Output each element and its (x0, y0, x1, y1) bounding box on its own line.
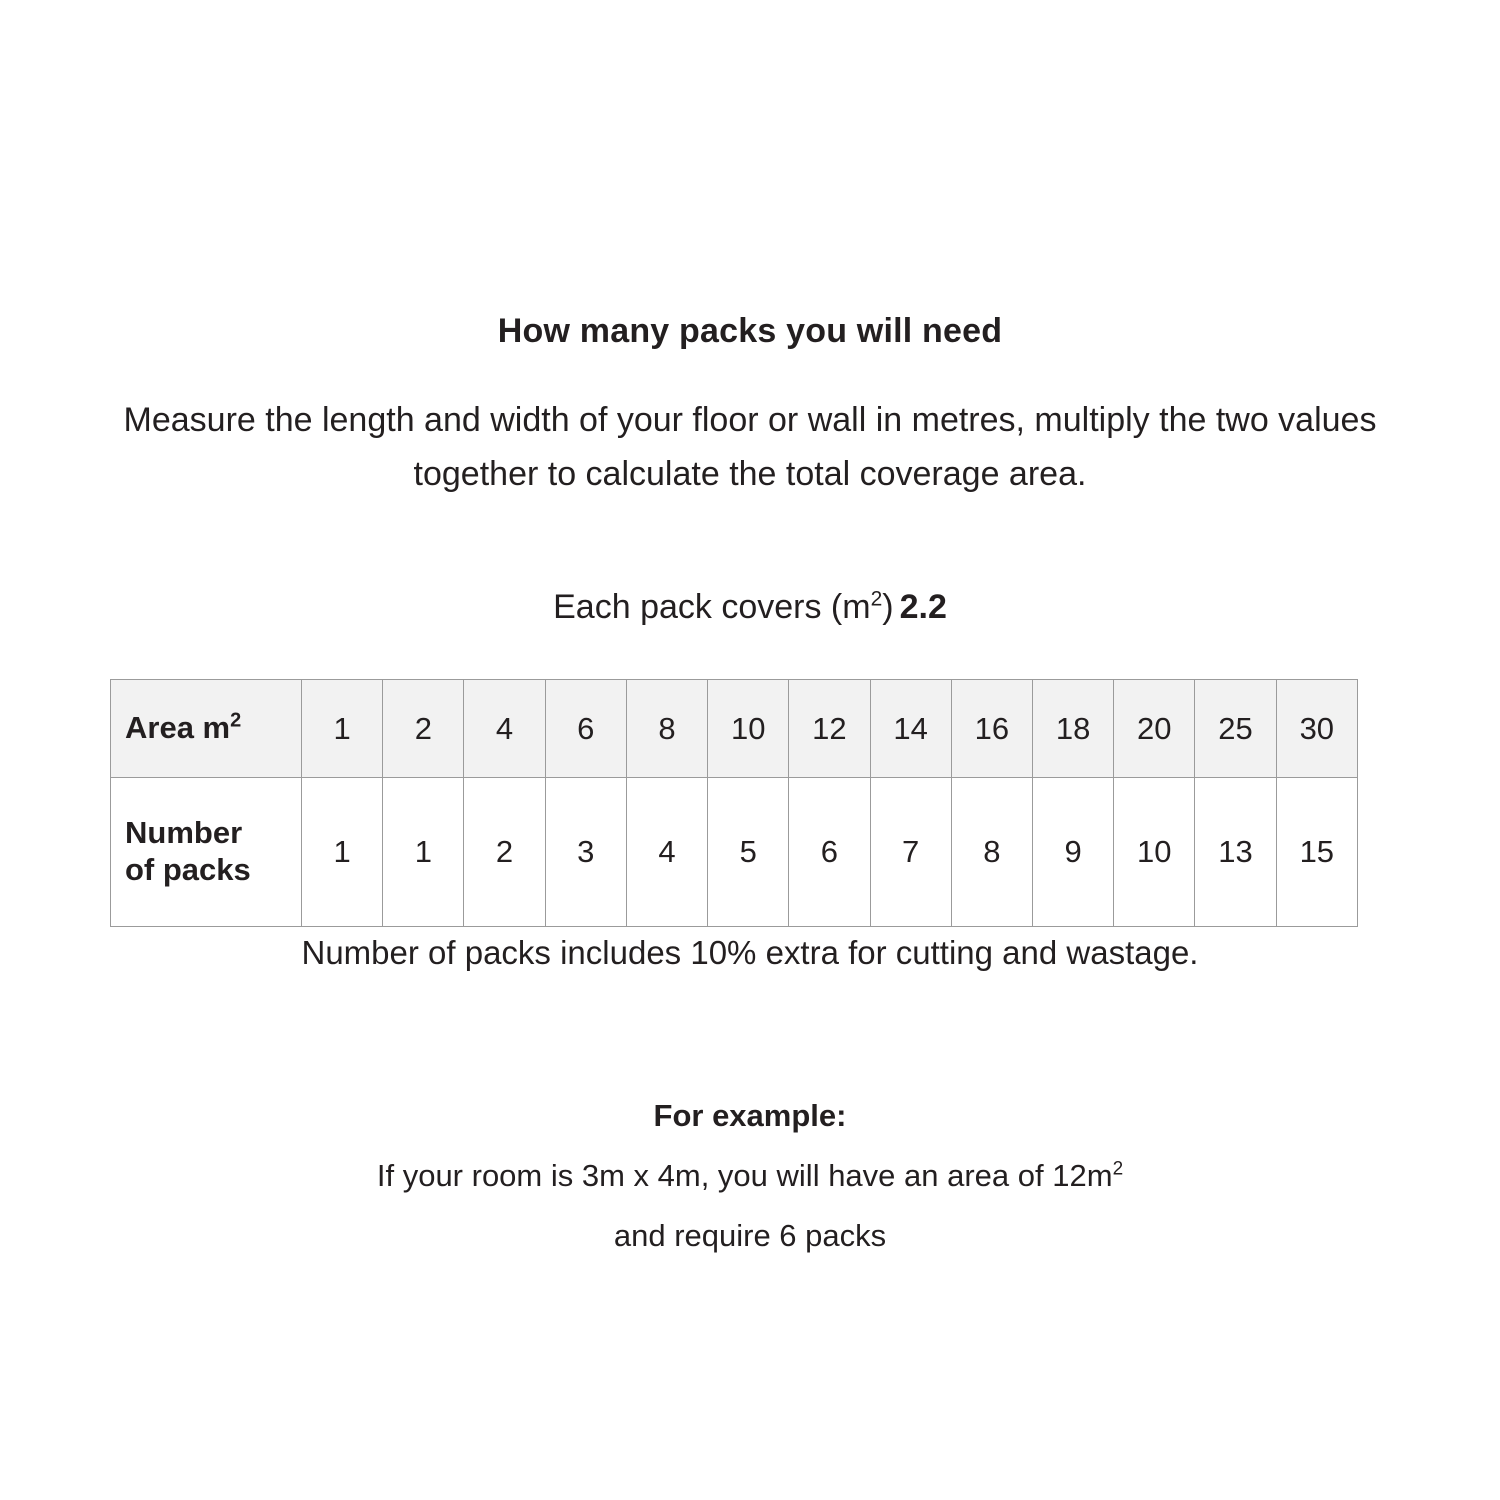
pack-coverage-label-suffix: ) (882, 588, 894, 626)
intro-paragraph: Measure the length and width of your floor or wall in metres, multiply the two values together to calculate the total coverage area. (123, 401, 1377, 494)
table-cell-packs: 13 (1195, 778, 1276, 927)
row-label-area-text: Area m (125, 710, 231, 746)
example-line-1-superscript: 2 (1112, 1158, 1124, 1180)
table-cell-packs: 15 (1276, 778, 1357, 927)
packs-table (110, 679, 1358, 927)
table-row-area (111, 680, 1358, 778)
table-cell-packs: 6 (789, 778, 870, 927)
table-cell-area: 1 (302, 680, 383, 778)
row-label-packs (111, 778, 302, 927)
pack-coverage-superscript: 2 (870, 587, 883, 611)
example-line-2: and require 6 packs (613, 1218, 887, 1253)
table-cell-area: 30 (1276, 680, 1357, 778)
table-cell-area: 25 (1195, 680, 1276, 778)
table-cell-packs: 9 (1032, 778, 1113, 927)
row-label-area-superscript: 2 (230, 709, 242, 732)
wastage-note: Number of packs includes 10% extra for cutting and wastage. (301, 934, 1199, 971)
table-cell-packs: 10 (1114, 778, 1195, 927)
table-cell-packs: 8 (951, 778, 1032, 927)
table-cell-area: 8 (626, 680, 707, 778)
row-label-packs-line2: of packs (125, 852, 251, 887)
row-label-packs-line1: Number (125, 815, 243, 851)
example-line-1 (0, 1158, 1500, 1194)
page-title: How many packs you will need (497, 312, 1003, 350)
table-cell-area: 12 (789, 680, 870, 778)
pack-coverage-line (0, 588, 1500, 627)
table-row-packs (111, 778, 1358, 927)
table-cell-area: 16 (951, 680, 1032, 778)
table-cell-packs: 3 (545, 778, 626, 927)
example-line-1-text: If your room is 3m x 4m, you will have an area of 12m (376, 1158, 1113, 1193)
table-cell-packs: 4 (626, 778, 707, 927)
example-title: For example: (653, 1098, 847, 1133)
table-cell-area: 10 (708, 680, 789, 778)
pack-coverage-label-prefix: Each pack covers (m (553, 588, 871, 626)
table-cell-packs: 5 (708, 778, 789, 927)
table-cell-packs: 2 (464, 778, 545, 927)
pack-coverage-value: 2.2 (899, 588, 947, 626)
table-cell-packs: 1 (383, 778, 464, 927)
table-cell-area: 4 (464, 680, 545, 778)
table-cell-area: 2 (383, 680, 464, 778)
table-cell-area: 14 (870, 680, 951, 778)
table-cell-area: 18 (1032, 680, 1113, 778)
row-label-area (111, 680, 302, 778)
table-cell-packs: 7 (870, 778, 951, 927)
table-cell-packs: 1 (302, 778, 383, 927)
table-cell-area: 6 (545, 680, 626, 778)
table-cell-area: 20 (1114, 680, 1195, 778)
